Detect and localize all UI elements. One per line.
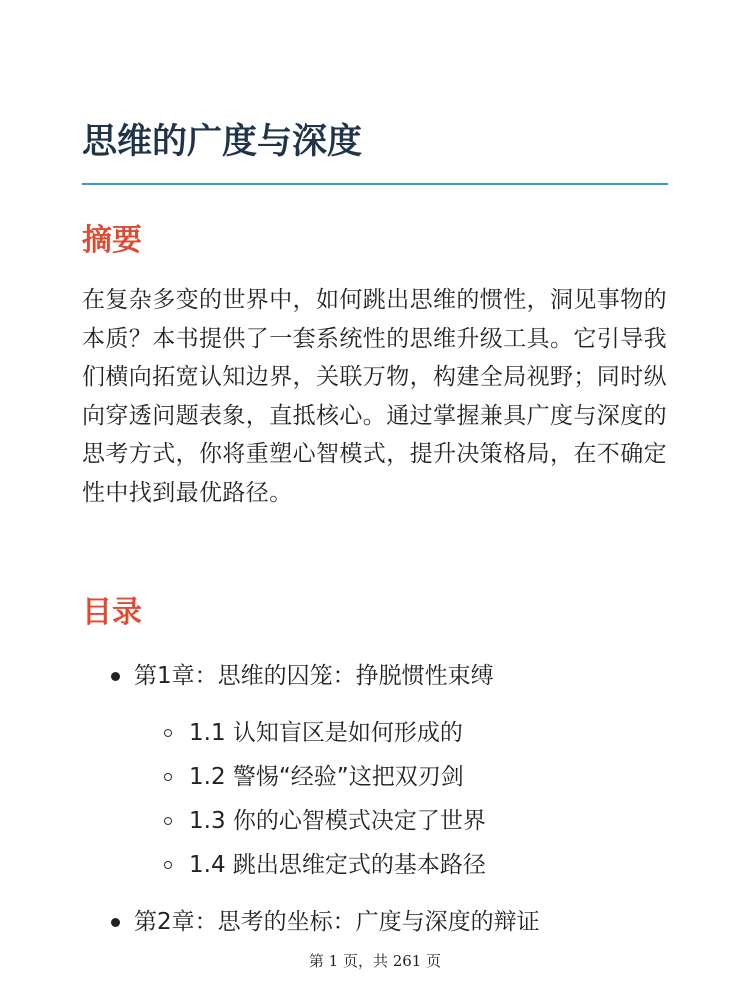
abstract-body: 在复杂多变的世界中，如何跳出思维的惯性，洞见事物的本质？本书提供了一套系统性的思维升级工具。它引导我们横向拓宽认知边界，关联万物，构建全局视野；同时纵向穿透问题表象，直抵核心。通过掌握兼具广度与深度的思考方式，你将重塑心智模式，提升决策格局，在不确定性中找到最优路径。: [82, 287, 667, 506]
circle-bullet-icon: [164, 773, 172, 781]
disc-bullet-icon: [111, 918, 120, 927]
abstract-heading: 摘要: [82, 223, 142, 258]
title-divider: [82, 183, 668, 185]
toc-section-label[interactable]: 1.2 警惕“经验”这把双刃剑: [189, 764, 464, 790]
toc-chapter-label[interactable]: 第2章：思考的坐标：广度与深度的辩证: [134, 909, 540, 935]
circle-bullet-icon: [164, 861, 172, 869]
toc-chapter-label[interactable]: 第1章：思维的囚笼：挣脱惯性束缚: [134, 663, 494, 689]
toc-section-label[interactable]: 1.3 你的心智模式决定了世界: [189, 808, 486, 834]
toc-heading: 目录: [82, 595, 142, 630]
disc-bullet-icon: [111, 672, 120, 681]
toc-section-label[interactable]: 1.4 跳出思维定式的基本路径: [189, 852, 486, 878]
page-title: 思维的广度与深度: [82, 122, 363, 162]
toc-section-label[interactable]: 1.1 认知盲区是如何形成的: [189, 720, 463, 746]
circle-bullet-icon: [164, 817, 172, 825]
page-footer: 第 1 页，共 261 页: [308, 952, 442, 970]
circle-bullet-icon: [164, 729, 172, 737]
